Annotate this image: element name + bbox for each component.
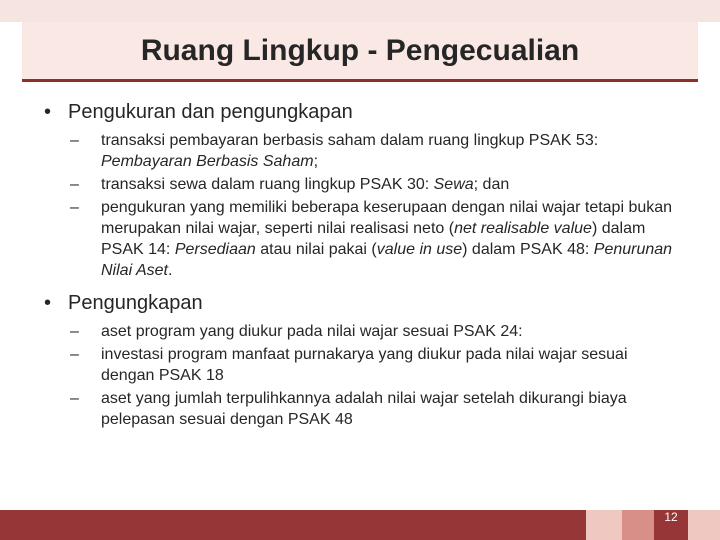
footer-block-mid	[622, 510, 654, 540]
bullet-heading-text: Pengungkapan	[68, 292, 203, 314]
title-box	[22, 22, 698, 82]
footer-block-light	[586, 510, 622, 540]
italic-term: Pembayaran Berbasis Saham	[101, 153, 314, 170]
item-text: ) dalam PSAK 48:	[462, 241, 594, 258]
item-text: atau nilai pakai (	[255, 241, 377, 258]
italic-term: Sewa	[433, 176, 474, 193]
sub-list-item	[70, 388, 684, 430]
dash-icon: –	[70, 199, 79, 216]
italic-term: Penurunan Nilai Aset	[101, 241, 673, 279]
footer-block-light-end	[688, 510, 720, 540]
bullet-heading-text: Pengukuran dan pengungkapan	[68, 101, 353, 123]
bullet-icon: •	[44, 292, 52, 314]
dash-icon: –	[70, 346, 79, 363]
italic-term: Persediaan	[174, 241, 256, 258]
bullet-icon: •	[44, 101, 52, 123]
italic-term: value in use	[376, 241, 463, 258]
footer-accent-bar	[0, 510, 586, 540]
slide-body	[44, 92, 684, 432]
sub-list-item	[70, 130, 684, 172]
italic-term: net realisable value	[454, 220, 592, 237]
item-text: ) dalam PSAK 14:	[101, 220, 646, 258]
dash-icon: –	[70, 323, 79, 340]
dash-icon: –	[70, 390, 79, 407]
sub-list	[70, 130, 684, 281]
slide-title: Ruang Lingkup - Pengecualian	[140, 33, 580, 67]
item-text: aset program yang diukur pada nilai wajar sesuai PSAK 24:	[101, 323, 523, 340]
sub-list-item	[70, 321, 684, 342]
bullet-heading	[44, 100, 684, 124]
page-number: 12	[664, 510, 678, 524]
item-text: pengukuran yang memiliki beberapa keserupaan dengan nilai wajar tetapi bukan merupakan nilai wajar, seperti nilai realisasi neto (	[101, 199, 673, 237]
left-margin	[0, 82, 22, 510]
bullet-heading	[44, 291, 684, 315]
sub-list-item	[70, 344, 684, 386]
item-text: transaksi pembayaran berbasis saham dalam ruang lingkup PSAK 53:	[101, 132, 599, 149]
dash-icon: –	[70, 132, 79, 149]
item-text: ; dan	[473, 176, 510, 193]
dash-icon: –	[70, 176, 79, 193]
item-text: .	[167, 262, 173, 279]
item-text: investasi program manfaat purnakarya yang diukur pada nilai wajar sesuai dengan PSAK 18	[101, 346, 628, 384]
sub-list-item	[70, 197, 684, 281]
footer-bar	[0, 510, 720, 540]
item-text: aset yang jumlah terpulihkannya adalah nilai wajar setelah dikurangi biaya pelepasan sesuai dengan PSAK 48	[101, 390, 627, 428]
sub-list-item	[70, 174, 684, 195]
item-text: ;	[313, 153, 319, 170]
sub-list	[70, 321, 684, 430]
item-text: transaksi sewa dalam ruang lingkup PSAK 30:	[101, 176, 434, 193]
top-band	[0, 0, 720, 22]
right-margin	[698, 82, 720, 510]
